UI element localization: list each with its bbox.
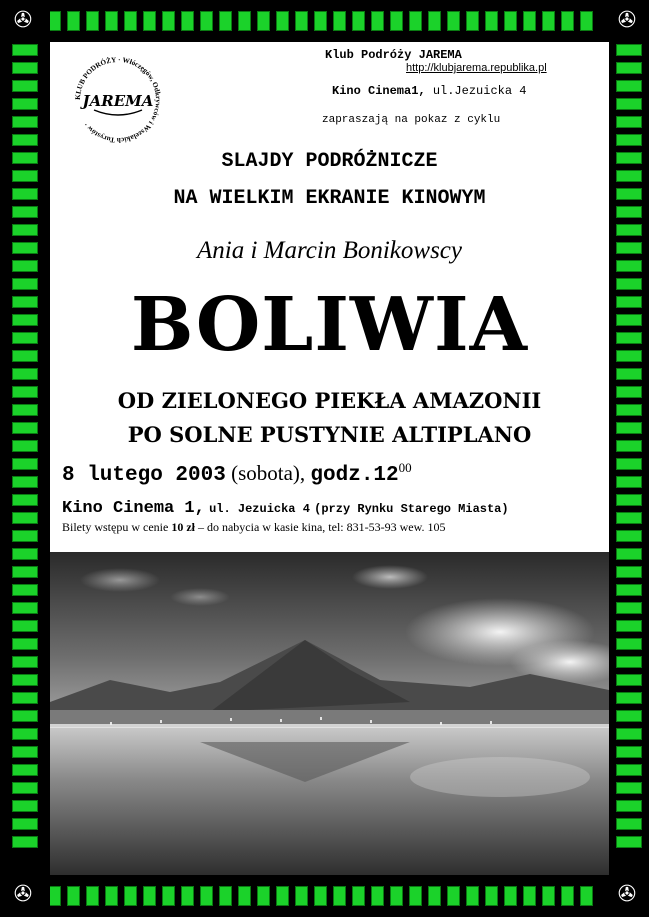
event-minutes: 00 — [398, 460, 412, 475]
film-hole — [616, 530, 642, 542]
logo-ring-text: KLUB PODRÓŻY · Włóczęgów, Odkrywców i Wszelakich Turystów · — [73, 55, 163, 145]
film-hole — [12, 530, 38, 542]
film-hole — [276, 11, 289, 31]
film-hole — [257, 11, 270, 31]
film-hole — [616, 458, 642, 470]
cinema-name: Kino Cinema1, — [332, 84, 426, 98]
film-hole — [12, 584, 38, 596]
film-hole — [523, 886, 536, 906]
film-hole — [12, 692, 38, 704]
club-website-link[interactable]: http://klubjarema.republika.pl — [406, 62, 547, 74]
ticket-text-after: – do nabycia w kasie kina, tel: 831-53-93 wew. 105 — [194, 520, 446, 534]
film-strip-top — [0, 0, 649, 42]
film-hole — [352, 886, 365, 906]
film-hole — [12, 152, 38, 164]
film-hole — [616, 368, 642, 380]
cinema-address: ul.Jezuicka 4 — [432, 84, 527, 98]
film-camera-icon: ✇ — [617, 8, 637, 33]
film-hole — [12, 44, 38, 56]
film-hole — [12, 62, 38, 74]
film-camera-icon: ✇ — [13, 8, 33, 33]
film-hole — [200, 11, 213, 31]
film-hole — [12, 602, 38, 614]
film-hole — [616, 404, 642, 416]
film-hole — [616, 620, 642, 632]
film-hole — [12, 800, 38, 812]
film-hole — [390, 11, 403, 31]
club-name: Klub Podróży JAREMA — [325, 48, 462, 62]
film-hole — [616, 242, 642, 254]
film-hole — [12, 818, 38, 830]
film-hole — [561, 886, 574, 906]
film-hole — [561, 11, 574, 31]
film-hole — [295, 886, 308, 906]
film-hole — [616, 44, 642, 56]
film-hole — [12, 350, 38, 362]
film-hole — [616, 818, 642, 830]
film-hole — [162, 886, 175, 906]
film-hole — [447, 886, 460, 906]
film-hole — [12, 422, 38, 434]
film-hole — [333, 11, 346, 31]
film-hole — [616, 602, 642, 614]
film-hole — [616, 350, 642, 362]
film-hole — [428, 11, 441, 31]
film-hole — [238, 886, 251, 906]
series-heading-line1: SLAJDY PODRÓŻNICZE — [221, 150, 438, 173]
film-hole — [616, 170, 642, 182]
film-hole — [542, 11, 555, 31]
film-hole — [542, 886, 555, 906]
film-hole — [12, 548, 38, 560]
film-hole — [616, 800, 642, 812]
film-hole — [12, 710, 38, 722]
event-day: (sobota), — [231, 461, 306, 485]
film-hole — [12, 746, 38, 758]
film-holes-right — [616, 44, 642, 848]
film-hole — [12, 638, 38, 650]
film-hole — [12, 242, 38, 254]
film-camera-icon: ✇ — [13, 882, 33, 907]
film-hole — [314, 11, 327, 31]
film-holes-bottom — [48, 886, 593, 906]
film-camera-icon: ✇ — [617, 882, 637, 907]
film-hole — [12, 620, 38, 632]
film-hole — [616, 116, 642, 128]
film-hole — [616, 584, 642, 596]
film-hole — [616, 80, 642, 92]
film-hole — [616, 314, 642, 326]
film-hole — [200, 886, 213, 906]
film-hole — [616, 764, 642, 776]
film-hole — [12, 836, 38, 848]
film-hole — [295, 11, 308, 31]
subtitle-line2: PO SOLNE PUSTYNIE ALTIPLANO — [127, 422, 532, 447]
film-hole — [12, 566, 38, 578]
film-hole — [616, 656, 642, 668]
film-hole — [12, 440, 38, 452]
landscape-photo — [50, 552, 609, 875]
film-hole — [105, 886, 118, 906]
film-hole — [616, 782, 642, 794]
film-hole — [12, 278, 38, 290]
film-hole — [12, 674, 38, 686]
film-hole — [276, 886, 289, 906]
film-hole — [616, 836, 642, 848]
film-hole — [616, 476, 642, 488]
club-logo — [72, 54, 164, 146]
film-hole — [485, 11, 498, 31]
film-hole — [504, 11, 517, 31]
film-hole — [12, 260, 38, 272]
film-hole — [12, 134, 38, 146]
film-hole — [616, 224, 642, 236]
film-hole — [390, 886, 403, 906]
film-hole — [12, 98, 38, 110]
film-hole — [257, 886, 270, 906]
time-label: godz. — [310, 464, 374, 487]
film-hole — [616, 692, 642, 704]
film-hole — [616, 278, 642, 290]
film-hole — [616, 746, 642, 758]
film-hole — [12, 512, 38, 524]
venue-line — [62, 497, 509, 518]
film-hole — [12, 764, 38, 776]
film-hole — [616, 98, 642, 110]
film-hole — [616, 638, 642, 650]
film-hole — [616, 566, 642, 578]
film-hole — [12, 368, 38, 380]
ticket-info — [62, 520, 445, 535]
film-hole — [86, 886, 99, 906]
film-hole — [12, 728, 38, 740]
subtitle-line1: OD ZIELONEGO PIEKŁA AMAZONII — [117, 388, 542, 413]
film-hole — [409, 11, 422, 31]
logo-swash — [94, 110, 142, 115]
film-hole — [616, 206, 642, 218]
film-hole — [616, 440, 642, 452]
film-hole — [616, 710, 642, 722]
film-hole — [447, 11, 460, 31]
film-hole — [143, 11, 156, 31]
film-hole — [12, 404, 38, 416]
film-hole — [12, 476, 38, 488]
film-hole — [12, 170, 38, 182]
event-hour: 12 — [373, 464, 399, 487]
film-hole — [580, 11, 593, 31]
film-hole — [523, 11, 536, 31]
film-hole — [12, 80, 38, 92]
film-hole — [352, 11, 365, 31]
film-hole — [124, 11, 137, 31]
film-strip-left — [0, 0, 50, 917]
authors: Ania i Marcin Bonikowscy — [197, 237, 462, 264]
film-holes-left — [12, 44, 38, 848]
film-hole — [12, 224, 38, 236]
film-hole — [67, 11, 80, 31]
film-holes-top — [48, 11, 593, 31]
film-hole — [371, 11, 384, 31]
cinema-address-line — [332, 84, 526, 98]
event-title: BOLIWIA — [130, 282, 529, 368]
film-hole — [428, 886, 441, 906]
film-hole — [616, 62, 642, 74]
film-hole — [485, 886, 498, 906]
film-hole — [12, 206, 38, 218]
venue-cinema: Kino Cinema 1, — [62, 499, 205, 518]
film-strip-bottom — [0, 875, 649, 917]
ticket-price: 10 zł — [171, 520, 195, 534]
film-hole — [12, 386, 38, 398]
ticket-text-before: Bilety wstępu w cenie — [62, 520, 172, 534]
film-hole — [12, 296, 38, 308]
film-hole — [12, 458, 38, 470]
film-hole — [162, 11, 175, 31]
film-hole — [12, 656, 38, 668]
film-hole — [219, 11, 232, 31]
film-hole — [12, 782, 38, 794]
film-hole — [181, 886, 194, 906]
film-hole — [616, 260, 642, 272]
film-hole — [86, 11, 99, 31]
film-hole — [616, 332, 642, 344]
film-hole — [143, 886, 156, 906]
venue-note: (przy Rynku Starego Miasta) — [314, 502, 509, 516]
film-hole — [238, 11, 251, 31]
film-hole — [219, 886, 232, 906]
film-hole — [616, 512, 642, 524]
film-hole — [580, 886, 593, 906]
film-hole — [616, 188, 642, 200]
film-hole — [616, 152, 642, 164]
film-hole — [333, 886, 346, 906]
film-hole — [12, 188, 38, 200]
film-hole — [616, 674, 642, 686]
film-hole — [371, 886, 384, 906]
film-hole — [616, 422, 642, 434]
film-hole — [616, 134, 642, 146]
film-hole — [616, 728, 642, 740]
film-strip-right — [609, 0, 649, 917]
film-hole — [181, 11, 194, 31]
film-hole — [504, 886, 517, 906]
film-hole — [12, 314, 38, 326]
film-hole — [616, 296, 642, 308]
film-hole — [12, 332, 38, 344]
film-hole — [67, 886, 80, 906]
film-hole — [616, 548, 642, 560]
film-hole — [616, 494, 642, 506]
film-hole — [124, 886, 137, 906]
logo-name: JAREMA — [82, 92, 154, 110]
film-hole — [409, 886, 422, 906]
event-date-time — [62, 460, 412, 487]
event-date: 8 lutego 2003 — [62, 464, 226, 487]
venue-address: ul. Jezuicka 4 — [209, 502, 310, 516]
film-hole — [12, 494, 38, 506]
series-heading-line2: NA WIELKIM EKRANIE KINOWYM — [173, 187, 486, 210]
film-hole — [466, 11, 479, 31]
poster-content — [50, 42, 609, 875]
film-hole — [314, 886, 327, 906]
film-hole — [12, 116, 38, 128]
film-hole — [616, 386, 642, 398]
invitation-text: zapraszają na pokaz z cyklu — [322, 114, 501, 126]
film-hole — [466, 886, 479, 906]
film-hole — [105, 11, 118, 31]
